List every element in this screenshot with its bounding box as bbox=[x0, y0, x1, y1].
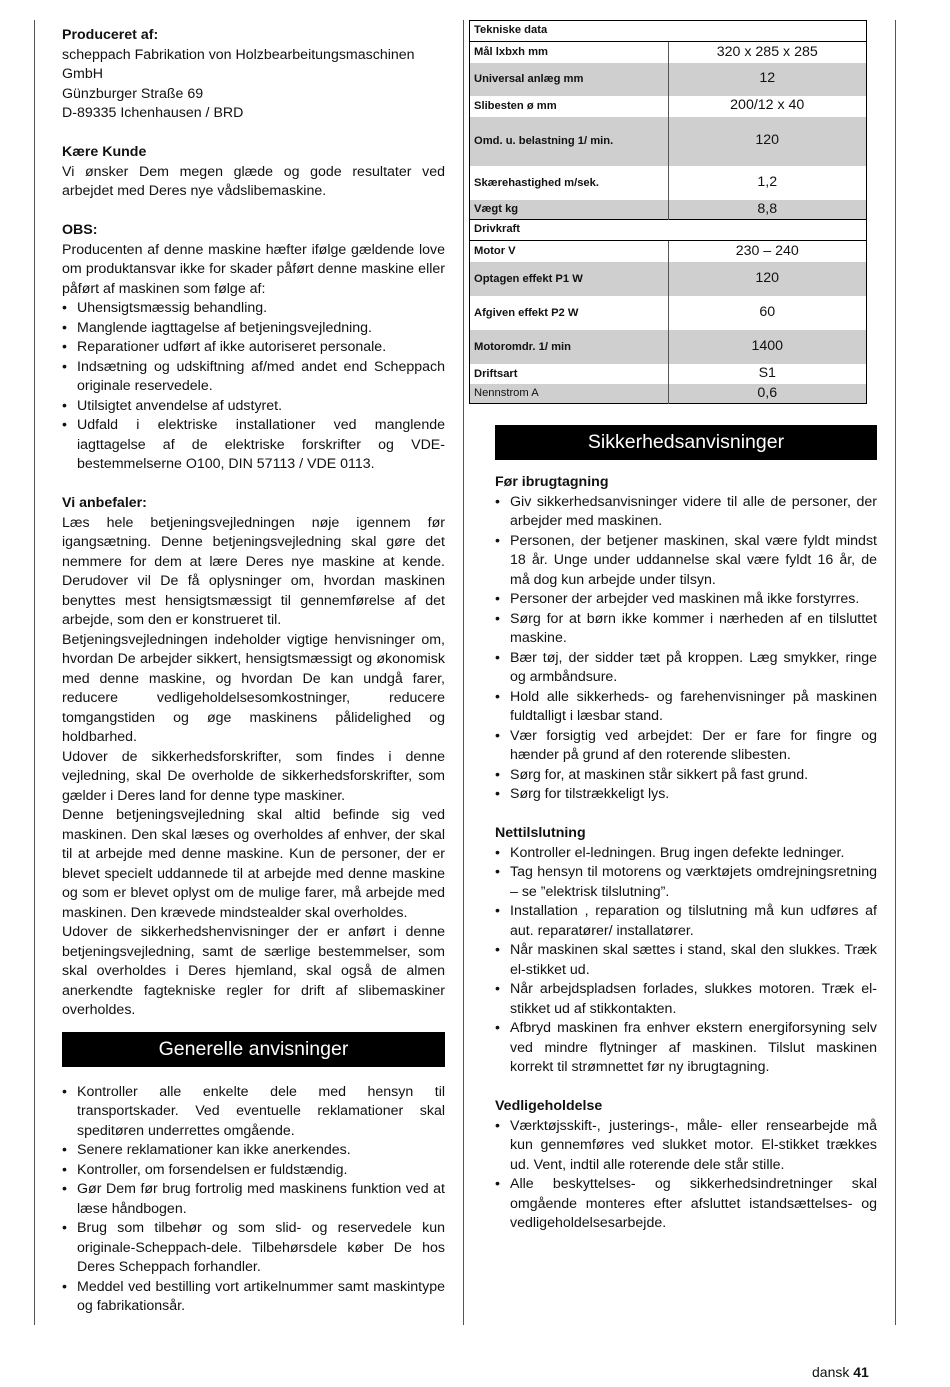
list-item: • Kontroller, om forsendelsen er fuldstændig. bbox=[62, 1161, 445, 1181]
dear-text: Vi ønsker Dem megen glæde og gode resultater ved arbejdet med Deres nye vådslibemaskine. bbox=[62, 163, 445, 199]
list-item: • Gør Dem før brug fortrolig med maskinens funktion ved at læse håndbogen. bbox=[62, 1180, 445, 1219]
list-item: • Sørg for at børn ikke kommer i nærheden af en tilsluttet maskine. bbox=[495, 610, 877, 649]
general-list bbox=[62, 1083, 445, 1317]
before-heading: Før ibrugtagning bbox=[495, 474, 609, 490]
table-row: Slibesten ø mm 200/12 x 40 bbox=[470, 96, 867, 117]
page-number: 41 bbox=[853, 1364, 869, 1380]
recommend-paragraph: Udover de sikkerhedsforskrifter, som findes i denne vejledning, skal De overholde de sikkerhedsforskrifter, som gælder i Deres land for denne type maskiner. bbox=[62, 748, 445, 804]
list-item: • Personer der arbejder ved maskinen må ikke forstyrres. bbox=[495, 590, 877, 610]
list-item: • Meddel ved bestilling vort artikelnummer samt maskintype og fabrikationsår. bbox=[62, 1278, 445, 1317]
technical-data-table bbox=[469, 20, 867, 404]
list-item: • Manglende iagttagelse af betjeningsvejledning. bbox=[62, 319, 445, 339]
producer-line: D-89335 Ichenhausen / BRD bbox=[62, 105, 244, 121]
page-footer bbox=[812, 1363, 869, 1383]
list-item: • Senere reklamationer kan ikke anerkendes. bbox=[62, 1141, 445, 1161]
list-item: • Brug som tilbehør og som slid- og reservedele kun originale-Scheppach-dele. Tilbehørsdele køber De hos Deres Scheppach forhandler. bbox=[62, 1219, 445, 1278]
left-margin-rule bbox=[34, 20, 35, 1325]
table-row: Optagen effekt P1 W 120 bbox=[470, 262, 867, 296]
list-item: • Når arbejdspladsen forlades, slukkes motoren. Træk el-stikket ud af stikkontakten. bbox=[495, 980, 877, 1019]
list-item: • Bær tøj, der sidder tæt på kroppen. Læg smykker, ringe og armbåndsure. bbox=[495, 649, 877, 688]
recommend-paragraph: Udover de sikkerhedshenvisninger der er anført i denne betjeningsvejledning, samt de særlige bestemmelser, som skal overholdes i Deres hjemland, skal også de almen anerkendte fagtekniske regler for drift af slibemaskiner overholdes. bbox=[62, 924, 445, 1018]
producer-line: Günzburger Straße 69 bbox=[62, 85, 204, 102]
maintenance-list bbox=[495, 1117, 877, 1234]
table-row: Motor V 230 – 240 bbox=[470, 241, 867, 262]
recommend-paragraph: Betjeningsvejledningen indeholder vigtige henvisninger om, hvordan De arbejder sikkert, hensigtsmæssigt og økonomisk med denne maskine, og hvordan De kan undgå farer, reducere vedligeholdelsesomkostninger, reducere tomgangstiden og øge maskinens pålidelighed og holdbarhed. bbox=[62, 631, 445, 745]
table-row: Motoromdr. 1/ min 1400 bbox=[470, 330, 867, 364]
producer-heading: Produceret af: bbox=[62, 27, 159, 43]
list-item: • Når maskinen skal sættes i stand, skal den slukkes. Træk el-stikket ud. bbox=[495, 941, 877, 980]
table-row: Omd. u. belastning 1/ min. 120 bbox=[470, 117, 867, 166]
list-item: • Vær forsigtig ved arbejdet: Der er fare for fingre og hænder på grund af den roterende slibesten. bbox=[495, 727, 877, 766]
recommend-paragraph: Denne betjeningsvejledning skal altid befinde sig ved maskinen. Den skal læses og overholdes af enhver, der skal til at arbejde med denne maskine. Kun de personer, der er blevet specielt uddannede til at arbejde med denne maskine og som er blevet oplyst om de mulige farer, må arbejde med maskinen. Den krævede mindstealder skal overholdes. bbox=[62, 807, 445, 921]
table-row: Vægt kg 8,8 bbox=[470, 200, 867, 220]
list-item: • Utilsigtet anvendelse af udstyret. bbox=[62, 397, 445, 417]
list-item: • Uhensigtsmæssig behandling. bbox=[62, 299, 445, 319]
producer-line: GmbH bbox=[62, 66, 103, 82]
maintenance-heading: Vedligeholdelse bbox=[495, 1098, 603, 1114]
obs-text: Producenten af denne maskine hæfter ifølge gældende love om produktansvar ikke for skader påført denne maskine eller påført af maskinen som følge af: bbox=[62, 241, 445, 297]
list-item: • Reparationer udført af ikke autoriseret personale. bbox=[62, 338, 445, 358]
producer-line: scheppach Fabrikation von Holzbearbeitungsmaschinen bbox=[62, 46, 415, 63]
list-item: • Hold alle sikkerheds- og farehenvisninger på maskinen fuldtalligt i læsbar stand. bbox=[495, 688, 877, 727]
table-row: Nennstrom A 0,6 bbox=[470, 384, 867, 404]
table-row: Skærehastighed m/sek. 1,2 bbox=[470, 166, 867, 200]
safety-banner: Sikkerhedsanvisninger bbox=[495, 425, 877, 460]
list-item: • Giv sikkerhedsanvisninger videre til alle de personer, der arbejder med maskinen. bbox=[495, 493, 877, 532]
table-row: Driftsart S1 bbox=[470, 364, 867, 384]
table-row: Mål lxbxh mm 320 x 285 x 285 bbox=[470, 42, 867, 63]
list-item: • Kontroller alle enkelte dele med hensyn til transportskader. Ved eventuelle reklamationer skal speditøren underrettes omgående. bbox=[62, 1083, 445, 1142]
list-item: • Sørg for, at maskinen står sikkert på fast grund. bbox=[495, 766, 877, 786]
left-column bbox=[62, 26, 445, 1317]
net-heading: Nettilslutning bbox=[495, 825, 586, 841]
list-item: • Sørg for tilstrækkeligt lys. bbox=[495, 785, 877, 805]
list-item: • Personen, der betjener maskinen, skal være fyldt mindst 18 år. Unge under uddannelse skal være fyldt 16 år, de må dog kun arbejde under tilsyn. bbox=[495, 532, 877, 591]
list-item: • Indsætning og udskiftning af/med andet end Scheppach originale reservedele. bbox=[62, 358, 445, 397]
obs-list bbox=[62, 299, 445, 475]
list-item: • Afbryd maskinen fra enhver ekstern energiforsyning selv ved mindre flytninger af maskinen. Tilslut maskinen korrekt til strømnettet før ny ibrugtagning. bbox=[495, 1019, 877, 1078]
before-list bbox=[495, 493, 877, 805]
obs-heading: OBS: bbox=[62, 222, 98, 238]
recommend-heading: Vi anbefaler: bbox=[62, 495, 147, 511]
table-row: Afgiven effekt P2 W 60 bbox=[470, 296, 867, 330]
list-item: • Installation , reparation og tilslutning må kun udføres af aut. reparatører/ installatører. bbox=[495, 902, 877, 941]
net-list bbox=[495, 844, 877, 1078]
table-section-header: Tekniske data bbox=[470, 21, 867, 42]
right-margin-rule bbox=[895, 20, 896, 1325]
list-item: • Udfald i elektriske installationer ved manglende iagttagelse af de elektriske forskrifter og VDE-bestemmelserne O100, DIN 57113 / VDE 0113. bbox=[62, 416, 445, 475]
center-rule bbox=[463, 20, 464, 1325]
recommend-paragraph: Læs hele betjeningsvejledningen nøje igennem før igangsætning. Denne betjeningsvejledning skal gøre det nemmere for dem at lære Deres nye maskine at kende. Derudover vil De få oplysninger om, hvordan maskinen benyttes mest hensigtsmæssigt til gennemførelse af det arbejde, som den er konstrueret til. bbox=[62, 514, 445, 628]
general-banner: Generelle anvisninger bbox=[62, 1032, 445, 1067]
table-section-header: Drivkraft bbox=[470, 220, 867, 241]
right-column bbox=[495, 425, 877, 1234]
list-item: • Værktøjsskift-, justerings-, måle- eller rensearbejde må kun gennemføres ved slukket motor. El-stikket trækkes ud. Vent, indtil alle roterende dele står stille. bbox=[495, 1117, 877, 1176]
footer-language: dansk bbox=[812, 1364, 850, 1380]
list-item: • Alle beskyttelses- og sikkerhedsindretninger skal omgående monteres efter afsluttet istandsættelses- og vedligeholdelsesarbejde. bbox=[495, 1175, 877, 1234]
dear-heading: Kære Kunde bbox=[62, 144, 147, 160]
table-row: Universal anlæg mm 12 bbox=[470, 63, 867, 96]
list-item: • Kontroller el-ledningen. Brug ingen defekte ledninger. bbox=[495, 844, 877, 864]
list-item: • Tag hensyn til motorens og værktøjets omdrejningsretning – se ”elektrisk tilslutning”. bbox=[495, 863, 877, 902]
